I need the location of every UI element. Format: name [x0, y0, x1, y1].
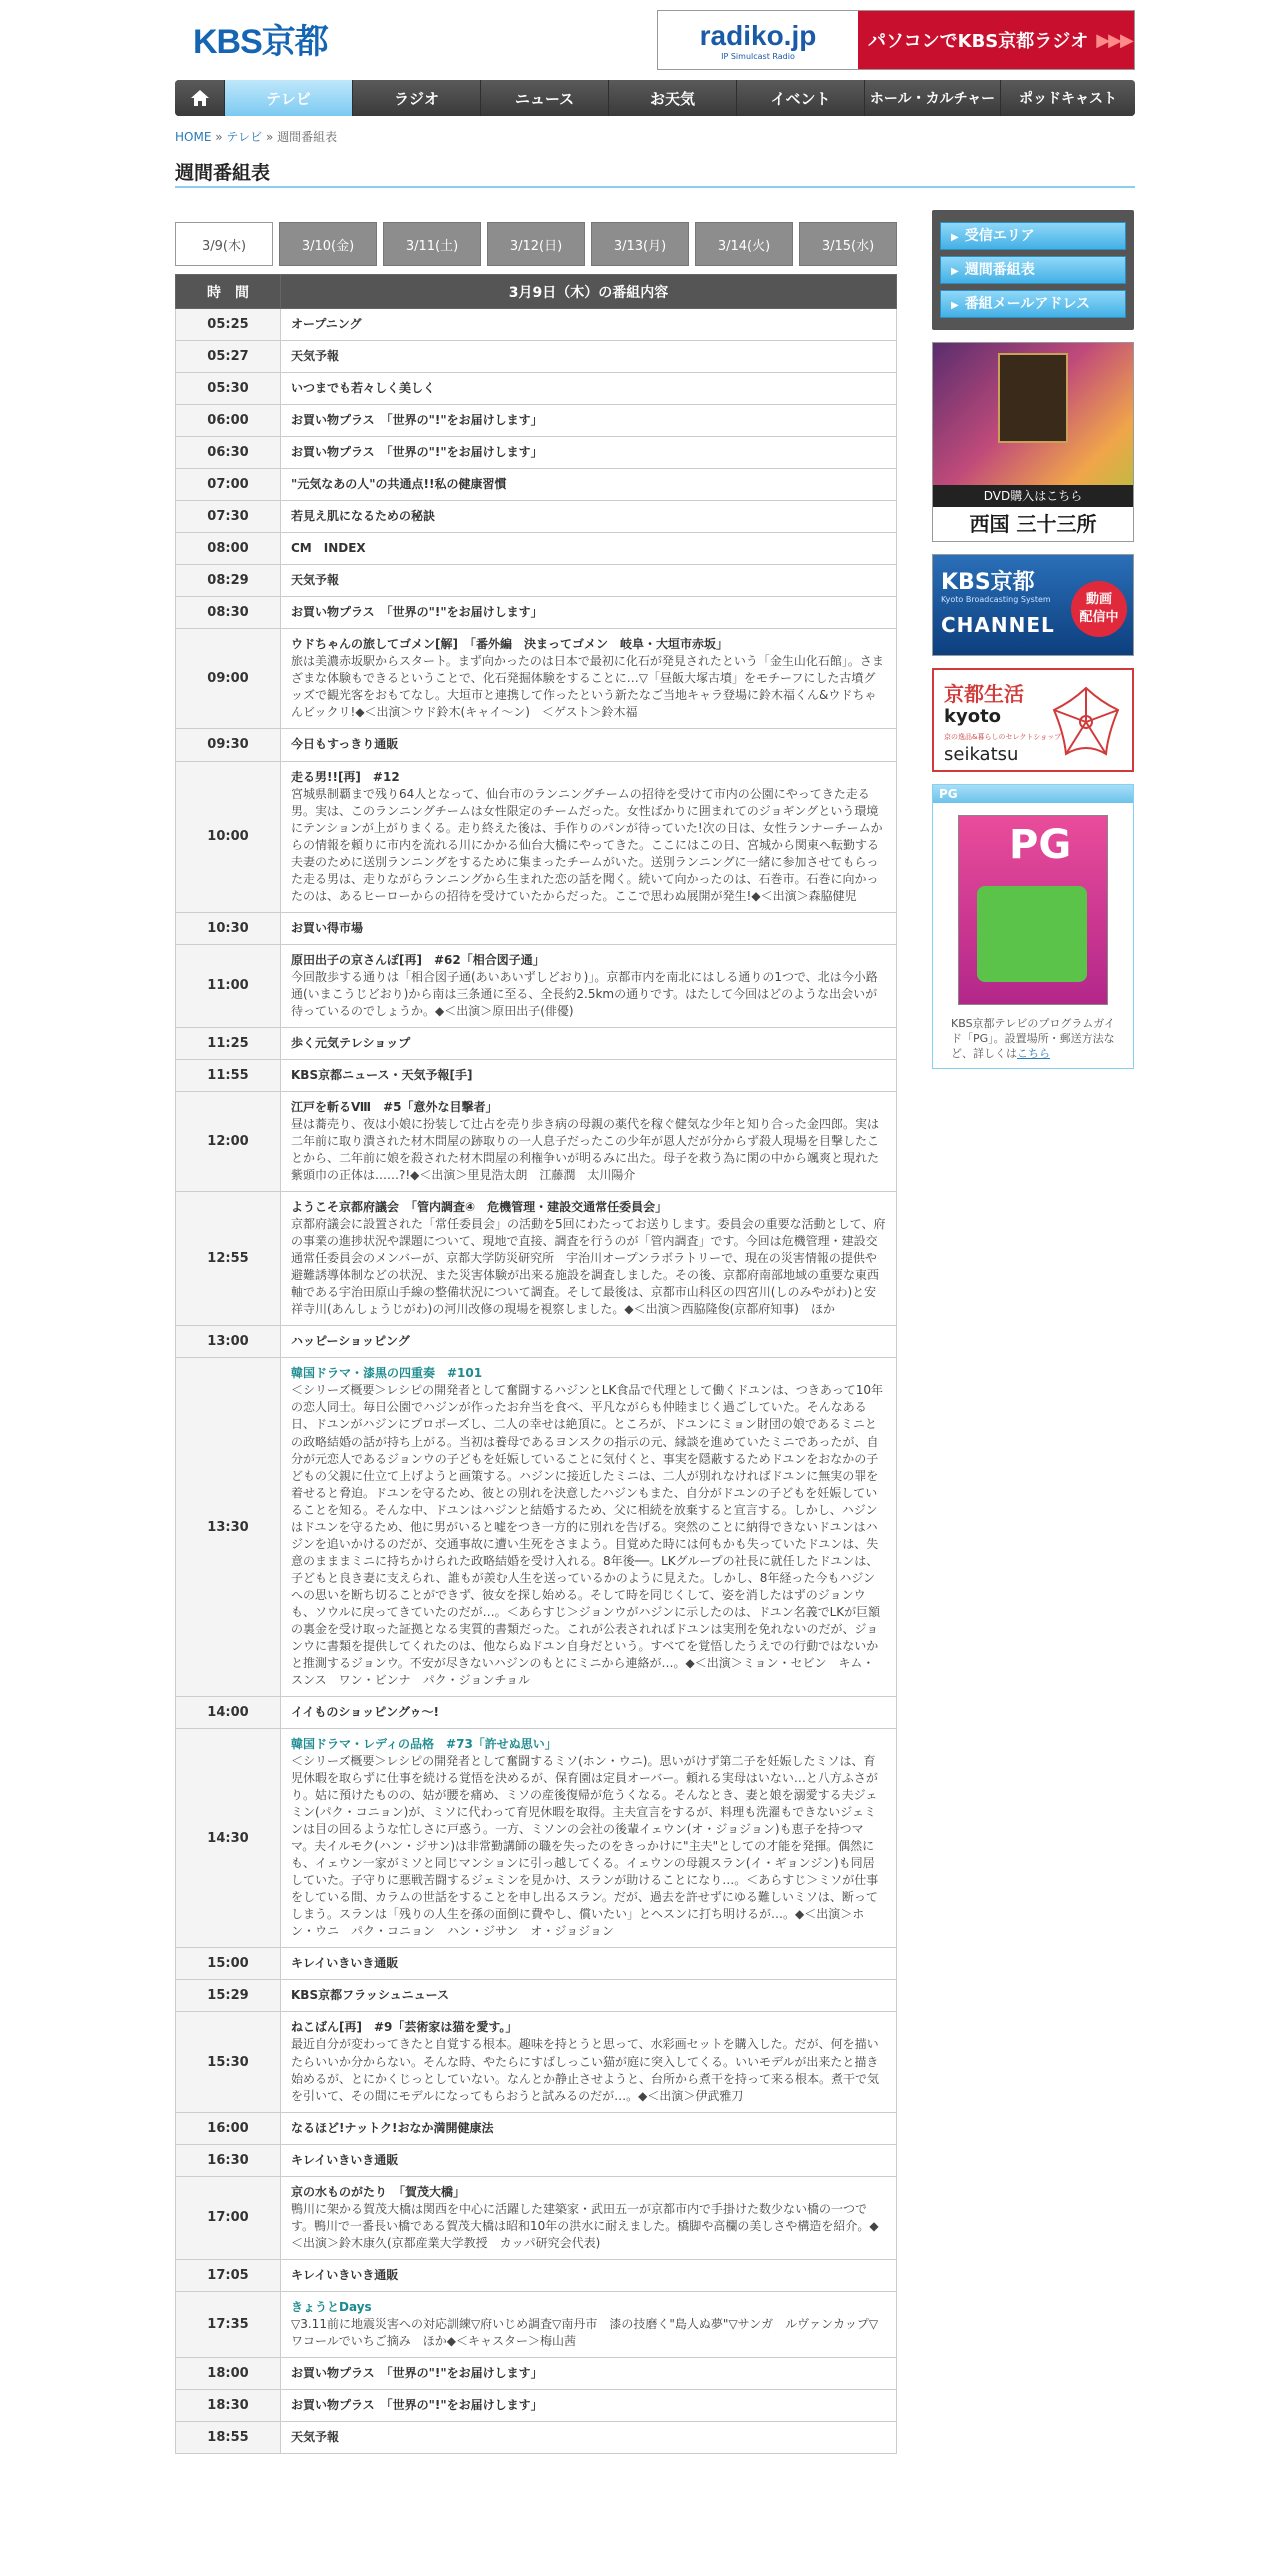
nav-event[interactable]: イベント	[737, 80, 865, 116]
program-title: 京の水ものがたり 「賀茂大橋」	[291, 2184, 466, 2199]
program-title: お買い得市場	[291, 920, 364, 935]
program-cell	[281, 1059, 897, 1091]
program-title: CM INDEX	[291, 541, 366, 556]
dvd-banner[interactable]	[932, 342, 1134, 542]
program-title[interactable]: 韓国ドラマ・漆黒の四重奏 #101	[291, 1366, 483, 1381]
table-row	[176, 1696, 897, 1728]
nav-weather[interactable]: お天気	[609, 80, 737, 116]
channel-brand: KBS京都	[941, 570, 1035, 595]
program-cell	[281, 2112, 897, 2144]
program-title: 江戸を斬るⅧ #5「意外な目撃者」	[291, 1099, 498, 1114]
program-description: 宮城県制覇まで残り64人となって、仙台市のランニングチームの招待を受けて市内の公園にやってきた走る男。実は、このランニングチームは女性限定のチームだった。女性ばかりに囲まれてのジョギングという環境にテンションが上がりまくる。走り終えた後は、手作りのパンが待っていた!次の日は、女性ランナーチームからの情報を頼りに市内を流れる川にかかる仙台大橋にやってきた。ここにはこの日、宮城から関東へ転勤する夫妻のために送別ランニングをするために集まったチームがいた。送別ランニングに一緒に参加させてもらった走る男は、走りながらランニングから生まれた恋の話を聞く。続いて向かったのは、石巻市。石巻に向かったのは、あるヒーローからの招待を受けていたからだった。ここで思わぬ展開が発生!◆＜出演＞森脇健児	[291, 786, 883, 903]
day-tabs	[175, 222, 897, 266]
table-row	[176, 2421, 897, 2453]
triangle-icon: ▶	[951, 232, 959, 243]
breadcrumb-current: 週間番組表	[277, 130, 338, 144]
schedule-main	[175, 222, 897, 2454]
table-row	[176, 373, 897, 405]
program-cell	[281, 309, 897, 341]
program-cell	[281, 2291, 897, 2357]
program-title: オープニング	[291, 317, 362, 331]
table-row	[176, 912, 897, 944]
program-title: 天気予報	[291, 2429, 340, 2444]
table-row	[176, 1059, 897, 1091]
program-cell	[281, 373, 897, 405]
nav-podcast[interactable]: ポッドキャスト	[1001, 80, 1135, 116]
table-row	[176, 2259, 897, 2291]
day-tab[interactable]: 3/14(火)	[695, 222, 793, 266]
pg-box-header: PG	[933, 785, 1133, 803]
program-time: 08:29	[176, 565, 281, 597]
program-time: 09:00	[176, 629, 281, 729]
program-cell	[281, 2357, 897, 2389]
table-row	[176, 944, 897, 1027]
program-time: 08:00	[176, 533, 281, 565]
program-cell	[281, 2012, 897, 2112]
program-title: "元気なあの人"の共通点!!私の健康習慣	[291, 477, 507, 492]
global-nav	[175, 80, 1135, 116]
program-time: 11:00	[176, 944, 281, 1027]
program-time: 17:05	[176, 2259, 281, 2291]
program-time: 06:30	[176, 437, 281, 469]
program-title: お買い物プラス 「世界の"!"をお届けします」	[291, 2365, 543, 2380]
nav-tv[interactable]: テレビ	[225, 80, 353, 116]
program-cell	[281, 2259, 897, 2291]
breadcrumb-tv[interactable]: テレビ	[226, 130, 263, 144]
day-tab[interactable]: 3/9(木)	[175, 222, 273, 266]
pg-link[interactable]: こちら	[1017, 1046, 1050, 1060]
nav-news[interactable]: ニュース	[481, 80, 609, 116]
kyoto-banner-line: seikatsu	[944, 744, 1019, 765]
program-title: お買い物プラス 「世界の"!"をお届けします」	[291, 605, 543, 620]
table-row	[176, 2291, 897, 2357]
sidebar-item-mail-address[interactable]	[940, 290, 1126, 318]
table-row	[176, 2357, 897, 2389]
kyoto-banner-line: 京の逸品&暮らしのセレクトショップ	[944, 733, 1062, 741]
table-row	[176, 761, 897, 912]
nav-hall-culture[interactable]: ホール・カルチャー	[865, 80, 1001, 116]
table-row	[176, 469, 897, 501]
program-title: 走る男!![再] #12	[291, 769, 400, 784]
program-cell	[281, 1696, 897, 1728]
radiko-banner-text: パソコンでKBS京都ラジオ	[868, 31, 1089, 52]
sidebar-item-reception-area[interactable]	[940, 222, 1126, 250]
day-tab[interactable]: 3/15(水)	[799, 222, 897, 266]
site-header	[175, 0, 1135, 80]
arrows-icon: ▶▶▶	[1096, 29, 1132, 51]
breadcrumb-sep: »	[266, 130, 274, 144]
table-row	[176, 565, 897, 597]
program-time: 16:30	[176, 2144, 281, 2176]
table-row	[176, 341, 897, 373]
radiko-sub: IP Simulcast Radio	[721, 51, 795, 61]
breadcrumb	[175, 128, 337, 145]
program-time: 14:30	[176, 1729, 281, 1948]
kyoto-seikatsu-banner[interactable]	[932, 668, 1134, 772]
program-time: 17:00	[176, 2176, 281, 2259]
flower-icon	[1046, 682, 1126, 762]
badge-line: 配信中	[1079, 610, 1119, 625]
program-title: お買い物プラス 「世界の"!"をお届けします」	[291, 445, 543, 460]
program-cell	[281, 533, 897, 565]
schedule-header-row	[176, 275, 897, 309]
program-title: 今日もすっきり通販	[291, 737, 399, 752]
kbs-channel-banner[interactable]	[932, 554, 1134, 656]
pg-magazine-image[interactable]	[958, 815, 1108, 1005]
program-time: 18:00	[176, 2357, 281, 2389]
program-description: 今回散歩する通りは「相合図子通(あいあいずしどおり)」。京都市内を南北にはしる通りの1つで、北は今小路通(いまこうじどおり)から南は三条通に至る、全長約2.5kmの通りです。はたして今回はどのような出会いが待っているのでしょうか。◆＜出演＞原田出子(俳優)	[291, 969, 878, 1018]
program-time: 10:30	[176, 912, 281, 944]
program-title: ウドちゃんの旅してゴメン[解] 「番外編 決まってゴメン 岐阜・大垣市赤坂」	[291, 637, 728, 652]
pg-box	[932, 784, 1134, 1069]
program-description: 最近自分が変わってきたと自覚する根本。趣味を持とうと思って、水彩画セットを購入した。だが、何を描いたらいいか分からない。そんな時、やたらにすばしっこい猫が庭に突入してくる。いいモデルが出来たと描き始めるが、とにかくじっとしていない。なんとか静止させようと、台所から煮干を持って来る根本。煮干で気を引いて、その間にモデルになってもらおうと試みるのだが…。◆＜出演＞伊武雅刀	[291, 2037, 880, 2103]
program-cell	[281, 501, 897, 533]
radiko-logo: radiko.jp	[699, 19, 817, 51]
program-cell	[281, 565, 897, 597]
program-cell	[281, 1948, 897, 1980]
table-row	[176, 2176, 897, 2259]
program-description: ＜シリーズ概要＞レシピの開発者として奮闘するミソ(ホン・ウニ)。思いがけず第二子を妊娠したミソは、育児休暇を取らずに仕事を続ける覚悟を決めるが、保育園は定員オーバー。頼れる実母はいない…と八方ふさがり。姑に預けたものの、姑が腰を痛め、ミソの産後復帰が危うくなる。そんなとき、妻と娘を溺愛する夫ジェミン(パク・コニョン)が、ミソに代わって育児休暇を取得。主夫宣言をするが、料理も洗濯もできないジェミンは目の回るような忙しさに戸惑う。一方、ミソンの会社の後輩イェウン(オ・ジョジョン)も恵子を持つママ。夫イルモク(ハン・ジサン)は非常勤講師の職を失ったのをきっかけに"主夫"としての才能を発揮。偶然にも、イェウン一家がミソと同じマンションに引っ越してくる。イェウンの母親スラン(イ・ギョンジン)も同居していた。子守りに悪戦苦闘するジェミンを見かけ、スランが助けることになり…。＜あらすじ＞ミソが仕事をしている間、カラムの世話をすることを申し出るスラン。だが、過去を許せずにゆる難しいミソは、断ってしまう。スランは「残りの人生を孫の面倒に費やし、償いたい」とヘスンに打ち明けるが…。◆＜出演＞ホン・ウニ パク・コニョン ハン・ジサン オ・ジョジョン	[291, 1754, 879, 1939]
program-time: 18:55	[176, 2421, 281, 2453]
program-cell	[281, 1358, 897, 1697]
program-cell	[281, 1027, 897, 1059]
program-title: お買い物プラス 「世界の"!"をお届けします」	[291, 413, 543, 428]
program-title: ようこそ京都府議会 「管内調査④ 危機管理・建設交通常任委員会」	[291, 1200, 668, 1215]
day-tab[interactable]: 3/10(金)	[279, 222, 377, 266]
program-description: 昼は蕎売り、夜は小娘に扮装して辻占を売り歩き病の母親の薬代を稼ぐ健気な少年と知り合った金四郎。実は二年前に取り潰された材木問屋の跡取りの一人息子だったこの少年が恩人だが分からず殺人現場を目撃したことから、二年前に娘を殺された材木問屋の利権争いが明るみに出た。母子を救う為に閑の中から颯爽と現れた紫頭巾の正体は……?!◆＜出演＞里見浩太朗 江藤潤 太川陽介	[291, 1117, 880, 1183]
badge-line: 動画	[1085, 592, 1112, 607]
program-time: 14:00	[176, 1696, 281, 1728]
program-time: 15:00	[176, 1948, 281, 1980]
program-time: 11:55	[176, 1059, 281, 1091]
triangle-icon: ▶	[951, 266, 959, 277]
program-cell	[281, 469, 897, 501]
channel-sub: Kyoto Broadcasting System	[941, 595, 1051, 604]
program-cell	[281, 729, 897, 761]
program-cell	[281, 2144, 897, 2176]
pg-description	[933, 1005, 1133, 1068]
kyoto-banner-line: kyoto	[944, 706, 1002, 727]
sidebar-item-label: 受信エリア	[964, 228, 1035, 244]
table-row	[176, 2012, 897, 2112]
sidebar-item-label: 番組メールアドレス	[964, 296, 1091, 312]
program-cell	[281, 912, 897, 944]
program-cell	[281, 944, 897, 1027]
program-cell	[281, 1192, 897, 1326]
program-cell	[281, 1980, 897, 2012]
program-title: KBS京都ニュース・天気予報[手]	[291, 1067, 473, 1082]
program-description: 鴨川に架かる賀茂大橋は関西を中心に活躍した建築家・武田五一が京都市内で手掛けた数少ない橋の一つです。鴨川で一番長い橋である賀茂大橋は昭和10年の洪水に耐えました。橋脚や高欄の美しさや構造を紹介。◆＜出演＞鈴木康久(京都産業大学教授 カッパ研究会代表)	[291, 2201, 879, 2250]
table-row	[176, 729, 897, 761]
triangle-icon: ▶	[951, 300, 959, 311]
breadcrumb-sep: »	[215, 130, 223, 144]
program-description: ＜シリーズ概要＞レシピの開発者として奮闘するハジンとLK食品で代理として働くドユンは、つきあって10年の恋人同士。毎日公園でハジンが作ったお弁当を食べ、平凡ながらも仲睦まじく過ごしていた。そんなある日、ドユンがハジンにプロポーズし、二人の幸せは絶頂に。ところが、ドユンにミョン財団の娘であるミニとの政略結婚の話が持ち上がる。当初は養母であるヨンスクの指示の元、縁談を進めていたミニであったが、自分が元恋人であるジョンウの子どもを妊娠していることに気付くと、事実を隠蔽するためドユンをおなかの子どもの父親に仕立て上げようと画策する。ハジンに接近したミニは、二人が別れなければドユンに無実の罪を着せると脅迫。ドユンを守るため、彼との別れを決意したハジンもまた、自分がドユンの子どもを妊娠していることを知る。そんな中、ドユンはハジンと結婚するため、父に相続を放棄すると宣言する。しかし、ハジンはドユンを守るため、他に男がいると嘘をつき一方的に別れを告げる。突然のことに納得できないドユンはハジンを追いかけるのだが、交通事故に遭い生死をさまよう。目覚めた時には何もかも失っていたドユンは、失意のまままミニに持ちかけられた政略結婚を受け入れる。8年後──。LKグループの社長に就任したドユンは、子どもと良き妻に支えられ、誰もが羨む人生を送っているかのように見えた。しかし、8年経った今もハジンへの思いを断ち切ることができず、彼女を探し始める。そして時を同じくして、姿を消したはずのジョンウも、ソウルに戻ってきていたのだが…。＜あらすじ＞ジョンウがハジンに示したのは、ドユン名義でLKが巨額の裏金を受け取った証拠となる実質的書類だった。これが公表されればドユンは実刑を免れないのだが、ジョンウに書類を提供してくれたのは、他ならぬドユン自身だという。すべてを覚悟したうえでの行動ではないかと推測するジョンウ。不安が尽きないハジンのもとにミニから連絡が…。◆＜出演＞ミョン・セビン キム・スンス ワン・ビンナ パク・ジョンチョル	[291, 1383, 884, 1687]
table-row	[176, 629, 897, 729]
program-description: 旅は美濃赤坂駅からスタート。まず向かったのは日本で最初に化石が発見されたという「金生山化石館」。さまざまな体験もできるということで、化石発掘体験をすることに…▽「昼飯大塚古墳」をモチーフにした古墳グッズで観光客をおもてなし。大垣市と連携して作ったという新たなご当地キャラ登場に鈴木福くん&ウドちゃんビックリ!◆＜出演＞ウド鈴木(キャイ～ン) ＜ゲスト＞鈴木福	[291, 654, 884, 720]
program-title: キレイいきいき通販	[291, 2267, 399, 2282]
program-title: ねこばん[再] #9「芸術家は猫を愛す。」	[291, 2020, 518, 2035]
program-time: 06:00	[176, 405, 281, 437]
nav-radio[interactable]: ラジオ	[353, 80, 481, 116]
dvd-banner-name: 西国 三十三所	[933, 507, 1133, 541]
day-tab[interactable]: 3/13(月)	[591, 222, 689, 266]
program-cell	[281, 1326, 897, 1358]
schedule-table	[175, 274, 897, 2454]
program-time: 18:30	[176, 2389, 281, 2421]
day-tab[interactable]: 3/11(土)	[383, 222, 481, 266]
program-cell	[281, 629, 897, 729]
table-row	[176, 405, 897, 437]
program-title: 原田出子の京さんぽ[再] #62「相合図子通」	[291, 952, 545, 967]
sidebar-item-weekly-schedule[interactable]	[940, 256, 1126, 284]
program-time: 13:00	[176, 1326, 281, 1358]
table-row	[176, 2144, 897, 2176]
program-time: 15:30	[176, 2012, 281, 2112]
program-time: 16:00	[176, 2112, 281, 2144]
program-title: イイものショッピングゥ～!	[291, 1704, 440, 1719]
program-time: 15:29	[176, 1980, 281, 2012]
program-time: 05:25	[176, 309, 281, 341]
table-row	[176, 597, 897, 629]
program-cell	[281, 1729, 897, 1948]
program-time: 07:00	[176, 469, 281, 501]
program-cell	[281, 1091, 897, 1191]
program-time: 11:25	[176, 1027, 281, 1059]
program-time: 17:35	[176, 2291, 281, 2357]
time-column-header: 時 間	[176, 275, 281, 309]
program-time: 08:30	[176, 597, 281, 629]
home-icon	[190, 89, 210, 107]
streaming-badge	[1071, 581, 1127, 637]
radiko-banner[interactable]	[657, 10, 1135, 70]
radiko-banner-text-area	[858, 11, 1134, 69]
dvd-banner-label: DVD購入はこちら	[933, 485, 1133, 507]
pg-magazine-logo: PG	[1009, 822, 1072, 868]
channel-label: CHANNEL	[941, 613, 1055, 637]
table-row	[176, 1980, 897, 2012]
program-time: 05:30	[176, 373, 281, 405]
page-title: 週間番組表	[175, 158, 1135, 188]
nav-home-button[interactable]	[175, 80, 225, 116]
program-time: 09:30	[176, 729, 281, 761]
table-row	[176, 1027, 897, 1059]
program-cell	[281, 2176, 897, 2259]
table-row	[176, 2389, 897, 2421]
program-cell	[281, 341, 897, 373]
program-title: ハッピーショッピング	[291, 1334, 410, 1349]
program-cell	[281, 2421, 897, 2453]
content-column-header: 3月9日（木）の番組内容	[281, 275, 897, 309]
kyoto-banner-line: 京都生活	[944, 682, 1024, 706]
program-time: 07:30	[176, 501, 281, 533]
program-title: お買い物プラス 「世界の"!"をお届けします」	[291, 2397, 543, 2412]
sidebar-menu	[932, 210, 1134, 330]
program-cell	[281, 597, 897, 629]
program-cell	[281, 405, 897, 437]
program-cell	[281, 2389, 897, 2421]
program-time: 10:00	[176, 761, 281, 912]
program-title: キレイいきいき通販	[291, 1956, 399, 1971]
program-time: 12:00	[176, 1091, 281, 1191]
program-time: 13:30	[176, 1358, 281, 1697]
program-time: 12:55	[176, 1192, 281, 1326]
program-cell	[281, 437, 897, 469]
program-description: 京都府議会に設置された「常任委員会」の活動を5回にわたってお送りします。委員会の重要な活動として、府の事業の進捗状況や課題について、現地で直接、調査を行うのが「管内調査」です。今回は危機管理・建設交通常任委員会のメンバーが、京都大学防災研究所 宇治川オープンラボラトリーで、現在の災害情報の提供や避難誘導体制などの状況、また災害体験が出来る施設を調査しました。その後、京都府南部地域の重要な東西軸である宇治田原山手線の整備状況について調査。そして最後は、京都市山科区の四宮川(しのみやがわ)と安祥寺川(あんしょうじがわ)の河川改修の現場を視察しました。◆＜出演＞西脇隆俊(京都府知事) ほか	[291, 1217, 886, 1317]
program-title: 天気予報	[291, 573, 340, 588]
table-row	[176, 1326, 897, 1358]
pg-magazine-illustration	[977, 886, 1087, 982]
table-row	[176, 1091, 897, 1191]
breadcrumb-home[interactable]: HOME	[175, 130, 212, 144]
program-title: 天気予報	[291, 349, 340, 364]
dvd-box-image	[998, 353, 1068, 443]
table-row	[176, 437, 897, 469]
program-time: 05:27	[176, 341, 281, 373]
table-row	[176, 1948, 897, 1980]
table-row	[176, 2112, 897, 2144]
program-title: 若見え肌になるための秘訣	[291, 509, 436, 524]
program-cell	[281, 761, 897, 912]
program-title[interactable]: きょうとDays	[291, 2299, 372, 2314]
pg-description-text: KBS京都テレビのプログラムガイド「PG」。設置場所・郵送方法など、詳しくは	[951, 1017, 1115, 1060]
table-row	[176, 533, 897, 565]
program-description: ▽3.11前に地震災害への対応訓練▽府いじめ調査▽南丹市 漆の技磨く"島人ぬ夢"▽サンガ ルヴァンカップ▽ワコールでいちご摘み ほか◆＜キャスター＞梅山茜	[291, 2316, 879, 2348]
sidebar-item-label: 週間番組表	[964, 262, 1035, 278]
table-row	[176, 1358, 897, 1697]
table-row	[176, 309, 897, 341]
table-row	[176, 501, 897, 533]
program-title[interactable]: 韓国ドラマ・レディの品格 #73「許せぬ思い」	[291, 1737, 557, 1751]
program-title: 歩く元気テレショップ	[291, 1035, 411, 1050]
program-title: KBS京都フラッシュニュース	[291, 1988, 450, 2003]
kbs-kyoto-logo[interactable]: KBS京都	[193, 23, 328, 61]
table-row	[176, 1192, 897, 1326]
program-title: キレイいきいき通販	[291, 2152, 399, 2167]
program-title: いつまでも若々しく美しく	[291, 381, 436, 396]
day-tab[interactable]: 3/12(日)	[487, 222, 585, 266]
table-row	[176, 1729, 897, 1948]
sidebar	[932, 210, 1134, 1069]
program-title: なるほど!ナットク!おなか満開健康法	[291, 2120, 494, 2135]
radiko-logo-area	[658, 11, 858, 69]
